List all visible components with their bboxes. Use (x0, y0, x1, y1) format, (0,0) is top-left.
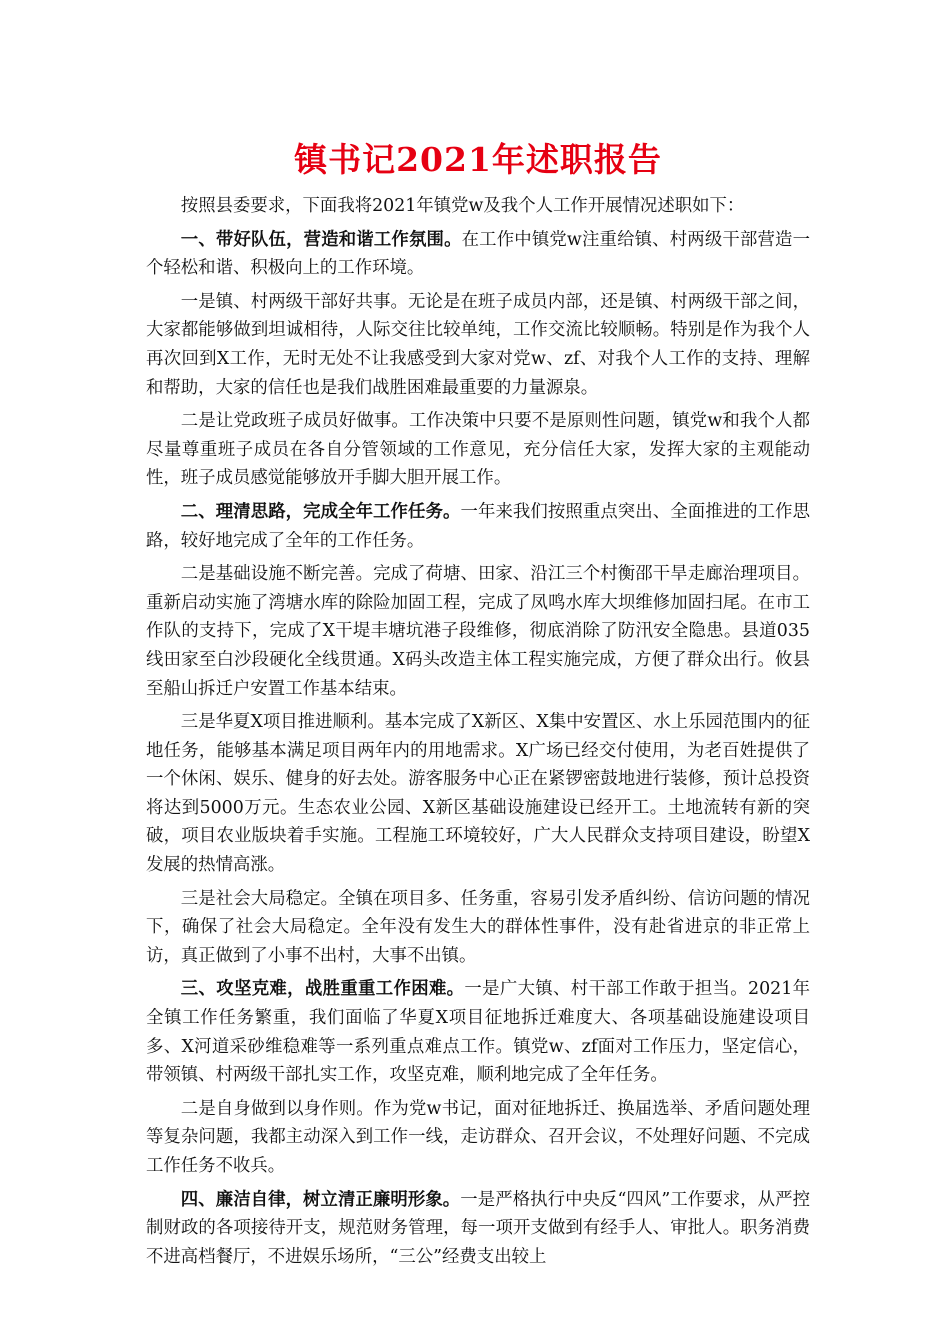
paragraph-item (146, 1095, 810, 1181)
paragraph-text: 三是社会大局稳定。全镇在项目多、任务重，容易引发矛盾纠纷、信访问题的情况下，确保了社会大局稳定。全年没有发生大的群体性事件，没有赴省进京的非正常上访，真正做到了小事不出村，大事不出镇。 (146, 888, 810, 966)
section-heading-4: 四、廉洁自律，树立清正廉明形象。 (180, 1189, 461, 1210)
paragraph-text: 一是严格执行中央反“四风”工作要求，从严控制财政的各项接待开支，规范财务管理，每一项开支做到有经手人、审批人。职务消费不进高档餐厅，不进娱乐场所，“三公”经费支出较上 (146, 1189, 810, 1267)
paragraph-item (146, 560, 810, 703)
paragraph-section-4 (146, 1186, 810, 1272)
paragraph-section-2 (146, 498, 810, 555)
paragraph-item (146, 407, 810, 493)
paragraph-item (146, 288, 810, 402)
paragraph-text: 按照县委要求，下面我将2021年镇党w及我个人工作开展情况述职如下： (180, 196, 745, 216)
section-heading-2: 二、理清思路，完成全年工作任务。 (180, 501, 461, 522)
paragraph-text: 二是让党政班子成员好做事。工作决策中只要不是原则性问题，镇党w和我个人都尽量尊重班子成员在各自分管领域的工作意见，充分信任大家，发挥大家的主观能动性，班子成员感觉能够放开手脚大胆开展工作。 (146, 411, 810, 489)
paragraph-section-1 (146, 226, 810, 283)
paragraph-text: 二是自身做到以身作则。作为党w书记，面对征地拆迁、换届选举、矛盾问题处理等复杂问题，我都主动深入到工作一线，走访群众、召开会议，不处理好问题、不完成工作任务不收兵。 (146, 1098, 810, 1176)
document-page (146, 140, 810, 1276)
paragraph-section-3 (146, 975, 810, 1089)
paragraph-text: 二是基础设施不断完善。完成了荷塘、田家、沿江三个村衡邵干旱走廊治理项目。重新启动实施了湾塘水库的除险加固工程，完成了凤鸣水库大坝维修加固扫尾。在市工作队的支持下，完成了X干堤丰塘坑港子段维修，彻底消除了防汛安全隐患。县道035线田家至白沙段硬化全线贯通。X码头改造主体工程实施完成，方便了群众出行。攸县至船山拆迁户安置工作基本结束。 (146, 564, 810, 699)
paragraph-text: 一年来我们按照重点突出、全面推进的工作思路，较好地完成了全年的工作任务。 (146, 501, 810, 551)
document-title: 镇书记2021年述职报告 (294, 140, 662, 179)
paragraph-item (146, 708, 810, 880)
paragraph-item (146, 885, 810, 971)
paragraph-text: 在工作中镇党w注重给镇、村两级干部营造一个轻松和谐、积极向上的工作环境。 (146, 229, 810, 279)
paragraph-text: 一是镇、村两级干部好共事。无论是在班子成员内部，还是镇、村两级干部之间，大家都能够做到坦诚相待，人际交往比较单纯，工作交流比较顺畅。特别是作为我个人再次回到X工作，无时无处不让我感受到大家对党w、zf、对我个人工作的支持、理解和帮助，大家的信任也是我们战胜困难最重要的力量源泉。 (146, 291, 810, 398)
paragraph-intro (146, 192, 810, 221)
paragraph-text: 一是广大镇、村干部工作敢于担当。2021年全镇工作任务繁重，我们面临了华夏X项目征地拆迁难度大、各项基础设施建设项目多、X河道采砂维稳难等一系列重点难点工作。镇党w、zf面对工作压力，坚定信心，带领镇、村两级干部扎实工作，攻坚克难，顺利地完成了全年任务。 (146, 979, 810, 1086)
paragraph-text: 三是华夏X项目推进顺利。基本完成了X新区、X集中安置区、水上乐园范围内的征地任务，能够基本满足项目两年内的用地需求。X广场已经交付使用，为老百姓提供了一个休闲、娱乐、健身的好去处。游客服务中心正在紧锣密鼓地进行装修，预计总投资将达到5000万元。生态农业公园、X新区基础设施建设已经开工。土地流转有新的突破，项目农业版块着手实施。工程施工环境较好，广大人民群众支持项目建设，盼望X发展的热情高涨。 (146, 712, 810, 876)
section-heading-3: 三、攻坚克难，战胜重重工作困难。 (180, 979, 465, 1000)
section-heading-1: 一、带好队伍，营造和谐工作氛围。 (180, 229, 462, 250)
